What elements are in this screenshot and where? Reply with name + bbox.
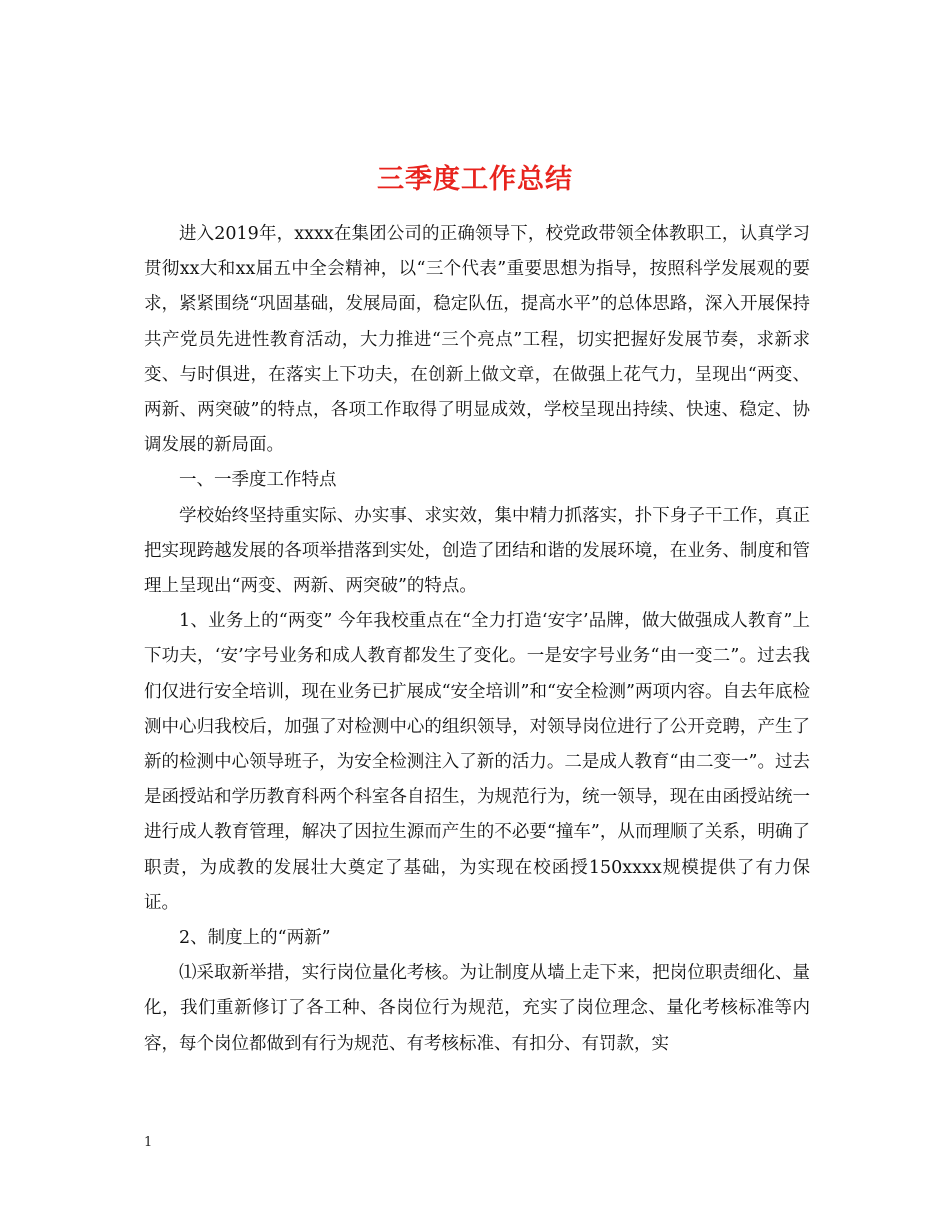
subheading-system-new: 2、制度上的“两新” [179, 928, 331, 949]
document-body [144, 217, 810, 1062]
paragraph-intro: 进入2019年，xxxx在集团公司的正确领导下，校党政带领全体教职工，认真学习贯彻xx大和xx届五中全会精神，以“三个代表”重要思想为指导，按照科学发展观的要求，紧紧围绕“巩固基础，发展局面，稳定队伍，提高水平”的总体思路，深入开展保持共产党员先进性教育活动，大力推进“三个亮点”工程，切实把握好发展节奏，求新求变、与时俱进，在落实上下功夫，在创新上做文章，在做强上花气力，呈现出“两变、两新、两突破”的特点，各项工作取得了明显成效，学校呈现出持续、快速、稳定、协调发展的新局面。 [144, 224, 810, 456]
paragraph-new-measures: ⑴采取新举措，实行岗位量化考核。为让制度从墙上走下来，把岗位职责细化、量化，我们重新修订了各工种、各岗位行为规范，充实了岗位理念、量化考核标准等内容，每个岗位都做到有行为规范、有考核标准、有扣分、有罚款，实 [144, 963, 810, 1054]
page-number: 1 [144, 1135, 153, 1150]
section-heading-first-quarter: 一、一季度工作特点 [179, 470, 337, 491]
paragraph-business-changes: 1、业务上的“两变” 今年我校重点在“全力打造‘安字’品牌，做大做强成人教育”上下功夫，‘安’字号业务和成人教育都发生了变化。一是安字号业务“由一变二”。过去我们仅进行安全培训，现在业务已扩展成“安全培训”和“安全检测”两项内容。自去年底检测中心归我校后，加强了对检测中心的组织领导，对领导岗位进行了公开竞聘，产生了新的检测中心领导班子，为安全检测注入了新的活力。二是成人教育“由二变一”。过去是函授站和学历教育科两个科室各自招生，为规范行为，统一领导，现在由函授站统一进行成人教育管理，解决了因拉生源而产生的不必要“撞车”，从而理顺了关系，明确了职责，为成教的发展壮大奠定了基础，为实现在校函授150xxxx规模提供了有力保证。 [144, 611, 810, 913]
document-title: 三季度工作总结 [377, 164, 573, 196]
paragraph-work-features: 学校始终坚持重实际、办实事、求实效，集中精力抓落实，扑下身子干工作，真正把实现跨越发展的各项举措落到实处，创造了团结和谐的发展环境，在业务、制度和管理上呈现出“两变、两新、两突破”的特点。 [144, 505, 810, 597]
